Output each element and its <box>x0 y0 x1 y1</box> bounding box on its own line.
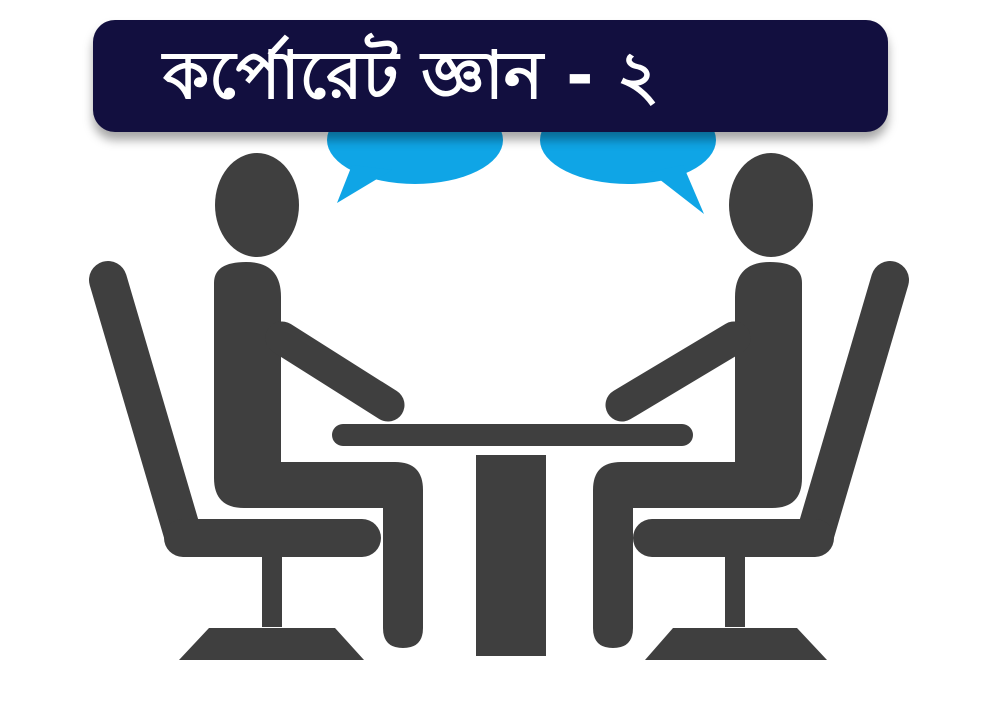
speech-bubble-right-tail <box>650 165 704 214</box>
chair-right-post <box>725 555 745 627</box>
chair-right-back <box>815 280 890 535</box>
page-title: কর্পোরেট জ্ঞান - ২ <box>163 37 660 114</box>
chair-left-post <box>262 555 282 627</box>
person-right <box>593 153 813 648</box>
title-banner <box>93 20 888 132</box>
person-left-arm <box>282 338 388 405</box>
person-left-head <box>215 153 299 257</box>
person-right-torso-leg <box>593 262 802 648</box>
table-pedestal <box>476 455 546 656</box>
chair-right-base <box>645 628 827 660</box>
person-left <box>214 153 423 648</box>
person-left-torso-leg <box>214 262 423 648</box>
person-right-arm <box>622 338 734 405</box>
speech-bubble-left-tail <box>337 165 392 203</box>
person-right-head <box>729 153 813 257</box>
chair-left-base <box>179 628 364 660</box>
chair-left-back <box>108 280 183 535</box>
